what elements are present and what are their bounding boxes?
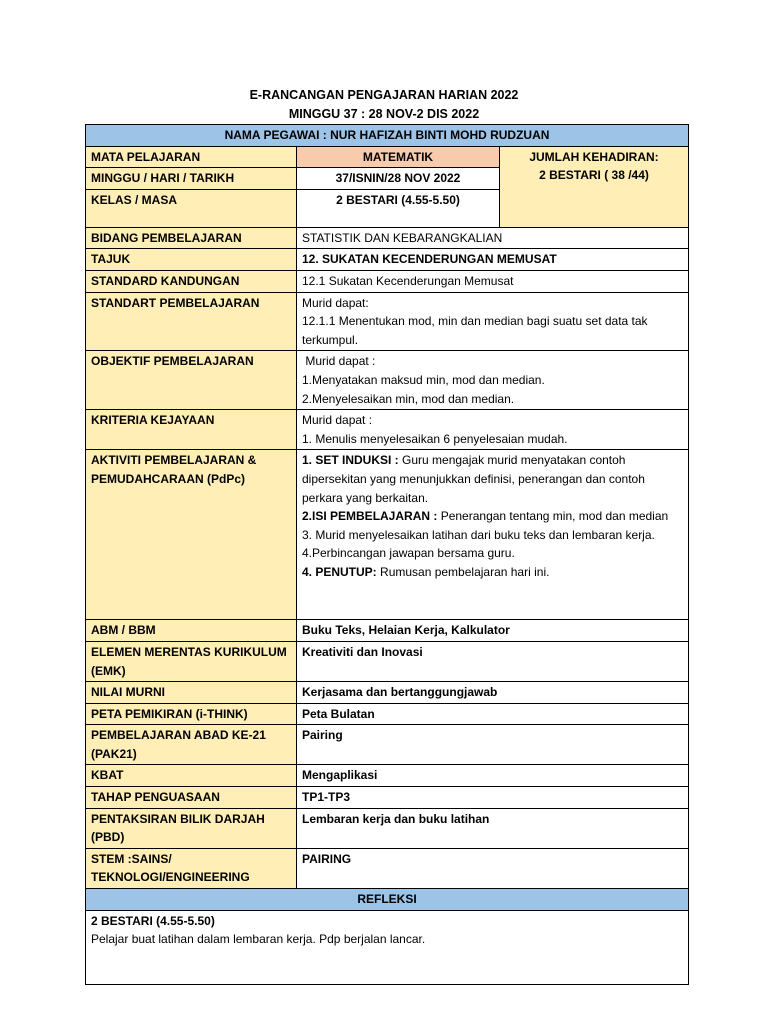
reflection-header: REFLEKSI: [86, 889, 689, 911]
sp-label: STANDART PEMBELAJARAN: [86, 292, 297, 351]
pbd-value: Lembaran kerja dan buku latihan: [297, 808, 689, 848]
emk-value: Kreativiti dan Inovasi: [297, 641, 689, 681]
abm-value: Buku Teks, Helaian Kerja, Kalkulator: [297, 620, 689, 642]
subject-label: MATA PELAJARAN: [86, 146, 297, 168]
reflection-body: [86, 910, 689, 984]
objektif-label: OBJEKTIF PEMBELAJARAN: [86, 351, 297, 410]
activity-step: 4.Perbincangan jawapan bersama guru.: [302, 546, 515, 561]
class-label: KELAS / MASA: [86, 189, 297, 227]
tajuk-value: 12. SUKATAN KECENDERUNGAN MEMUSAT: [297, 249, 689, 271]
pak21-label: PEMBELAJARAN ABAD KE-21 (PAK21): [86, 725, 297, 765]
attendance-value: 2 BESTARI ( 38 /44): [539, 168, 649, 183]
aktiviti-label: AKTIVITI PEMBELAJARAN & PEMUDAHCARAAN (PdPc): [86, 450, 297, 620]
sp-line: Murid dapat:: [302, 295, 369, 310]
activity-step: [302, 451, 683, 507]
pak21-value: Pairing: [297, 725, 689, 765]
stem-value: PAIRING: [297, 848, 689, 888]
kriteria-label: KRITERIA KEJAYAAN: [86, 410, 297, 450]
nilai-label: NILAI MURNI: [86, 682, 297, 704]
bidang-value: STATISTIK DAN KEBARANGKALIAN: [297, 227, 689, 249]
reflection-class: 2 BESTARI (4.55-5.50): [91, 913, 215, 928]
sp-line: 12.1.1 Menentukan mod, min dan median bagi suatu set data tak terkumpul.: [302, 314, 648, 347]
activity-step-title: 1. SET INDUKSI :: [302, 453, 399, 468]
activity-step: 3. Murid menyelesaikan latihan dari buku teks dan lembaran kerja.: [302, 527, 655, 542]
sk-value: 12.1 Sukatan Kecenderungan Memusat: [297, 270, 689, 292]
peta-value: Peta Bulatan: [297, 703, 689, 725]
bidang-label: BIDANG PEMBELAJARAN: [86, 227, 297, 249]
tahap-value: TP1-TP3: [297, 787, 689, 809]
stem-label: STEM :SAINS/ TEKNOLOGI/ENGINEERING: [86, 848, 297, 888]
kbat-value: Mengaplikasi: [297, 765, 689, 787]
teacher-name: NAMA PEGAWAI : NUR HAFIZAH BINTI MOHD RUDZUAN: [86, 125, 689, 147]
lesson-plan-table: [85, 124, 689, 985]
tahap-label: TAHAP PENGUASAAN: [86, 787, 297, 809]
pbd-label: PENTAKSIRAN BILIK DARJAH (PBD): [86, 808, 297, 848]
activity-step-text: Penerangan tentang min, mod dan median: [437, 509, 669, 524]
emk-label: ELEMEN MERENTAS KURIKULUM (EMK): [86, 641, 297, 681]
week-title: MINGGU 37 : 28 NOV-2 DIS 2022: [288, 107, 480, 121]
attendance-cell: [500, 146, 689, 227]
subject-value: MATEMATIK: [297, 146, 500, 168]
date-label: MINGGU / HARI / TARIKH: [86, 168, 297, 190]
objektif-value: [297, 351, 689, 410]
attendance-label: JUMLAH KEHADIRAN:: [529, 149, 659, 164]
peta-label: PETA PEMIKIRAN (i-THINK): [86, 703, 297, 725]
reflection-text: Pelajar buat latihan dalam lembaran kerja. Pdp berjalan lancar.: [91, 932, 426, 947]
date-value: 37/ISNIN/28 NOV 2022: [297, 168, 500, 190]
kriteria-line: 1. Menulis menyelesaikan 6 penyelesaian mudah.: [302, 431, 568, 446]
activity-step-title: 4. PENUTUP:: [302, 564, 377, 579]
objektif-line: 2.Menyelesaikan min, mod dan median.: [302, 391, 515, 406]
kriteria-line: Murid dapat :: [302, 413, 373, 428]
nilai-value: Kerjasama dan bertanggungjawab: [297, 682, 689, 704]
document-title: E-RANCANGAN PENGAJARAN HARIAN 2022: [249, 88, 519, 102]
activity-step: [302, 507, 683, 526]
aktiviti-value: [297, 450, 689, 620]
activity-step-title: 2.ISI PEMBELAJARAN :: [302, 509, 438, 524]
kbat-label: KBAT: [86, 765, 297, 787]
kriteria-value: [297, 410, 689, 450]
objektif-line: 1.Menyatakan maksud min, mod dan median.: [302, 372, 545, 387]
abm-label: ABM / BBM: [86, 620, 297, 642]
activity-step: [302, 563, 683, 582]
activity-step-text: Rumusan pembelajaran hari ini.: [376, 564, 550, 579]
sk-label: STANDARD KANDUNGAN: [86, 270, 297, 292]
activity-step-text: Guru mengajak murid menyatakan contoh dipersekitan yang menunjukkan definisi, penerangan dan contoh perkara yang berkaitan.: [302, 453, 645, 505]
class-value: 2 BESTARI (4.55-5.50): [297, 189, 500, 227]
tajuk-label: TAJUK: [86, 249, 297, 271]
objektif-line: Murid dapat :: [302, 354, 376, 369]
sp-value: [297, 292, 689, 351]
